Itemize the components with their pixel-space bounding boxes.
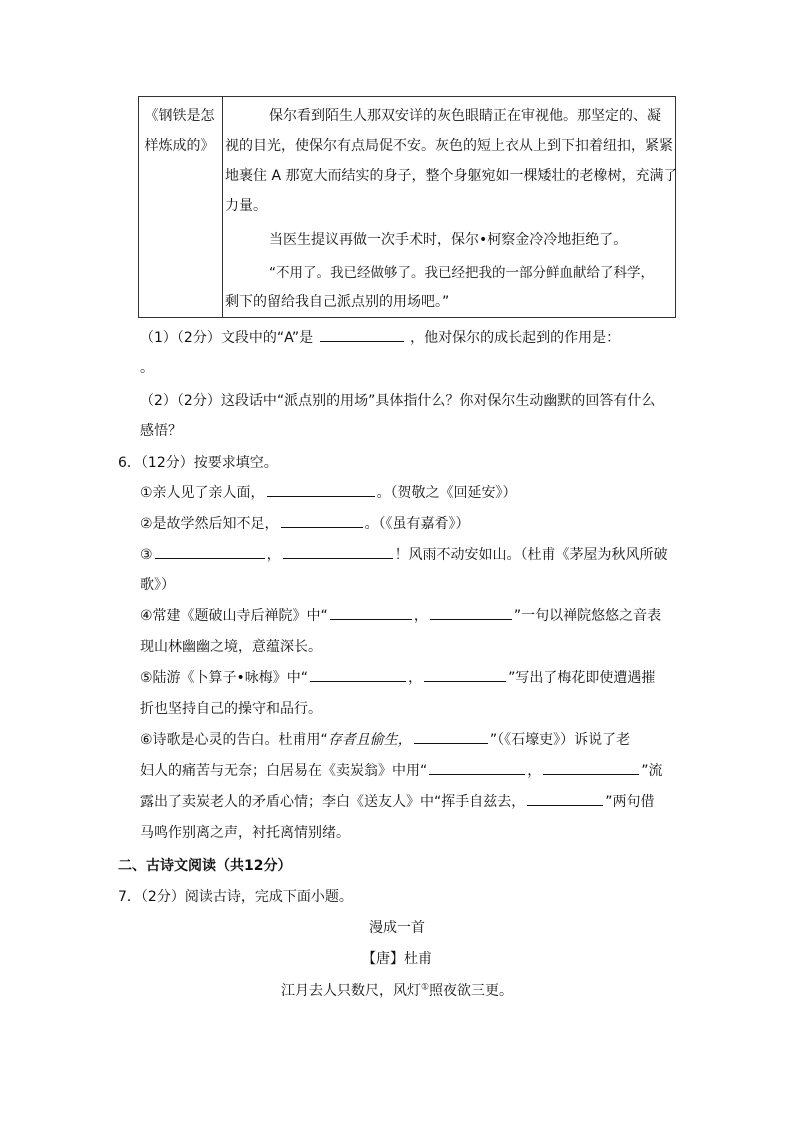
excerpt-p1-line4: 力量。 [225,198,267,214]
q6-item6-blank4[interactable] [527,791,603,806]
excerpt-p1-line3: 地裹住 A 那宽大而结实的身子，整个身躯宛如一棵矮壮的老橡树，充满了 [225,168,678,184]
q6-item6-text2: ”（《石壕吏》）诉说了老 [489,732,631,748]
book-title-cell [139,97,223,318]
book-title-line1: 《钢铁是怎 [144,107,215,124]
q5-1-tail: 。 [140,360,154,376]
q6-item4-text2: ”一句以禅院悠悠之音表 [513,608,662,624]
q6-item3-num: ③ [140,547,153,563]
q6-item6-text5: 露出了卖炭老人的矛盾心情；李白《送友人》中“挥手自兹去， [140,794,526,810]
q6-item2-blank[interactable] [281,513,363,528]
q6-item5 [140,667,655,687]
excerpt-p1-line2: 视的目光，使保尔有点局促不安。灰色的短上衣从上到下扣着纽扣，紧紧 [225,138,673,154]
q6-item6-blank2[interactable] [429,760,525,775]
q6-item6-blank3[interactable] [543,760,639,775]
book-title-line2: 样炼成的》 [144,137,215,154]
poem-line1-b: 照夜欲三更。 [429,983,514,999]
poem-line1-a: 江月去人只数尺，风灯 [280,983,421,999]
q6-item6-line1 [140,729,630,749]
excerpt-table [138,96,676,318]
q7-heading: 7．（2分）阅读古诗，完成下面小题。 [118,889,353,905]
q6-item1 [140,482,517,502]
q6-item3-cont: 歌》） [140,577,175,593]
q6-item6-text: ⑥诗歌是心灵的告白。杜甫用“ [140,732,328,748]
q6-item4-blank1[interactable] [330,605,412,620]
q6-item4-comma: ， [413,608,428,624]
q6-item5-text: ⑤陆游《卜算子•咏梅》中“ [140,670,309,686]
q5-1-blank[interactable] [320,327,404,342]
q6-item4 [140,605,661,625]
q6-item6-line4: 马鸣作别离之声，衬托离情别绪。 [140,825,350,841]
q6-item6-line3 [140,791,655,811]
poem-title: 漫成一首 [369,920,425,936]
poem-line1 [0,980,794,1000]
q5-2-line1: （2）（2分）这段话中“派点别的用场”具体指什么？你对保尔生动幽默的回答有什么 [140,393,656,409]
q6-item6-line2 [140,760,663,780]
q6-item3-comma: ， [266,547,281,563]
q6-item6-comma: ， [527,763,542,779]
q5-1-suffix: ，他对保尔的成长起到的作用是： [410,330,621,346]
q6-item2-source: 。（《虽有嘉肴》） [364,516,470,532]
q5-1-prefix: （1）（2分）文段中的“A”是 [140,330,314,346]
excerpt-p3-line2: 剩下的留给我自己派点别的用场吧。” [225,294,450,310]
q6-item5-blank2[interactable] [424,667,506,682]
q6-item2 [140,513,470,533]
q6-item6-quote: 存者且偷生， [327,732,412,748]
q6-item4-text: ④常建《题破山寺后禅院》中“ [140,608,328,624]
q6-item6-text3: 妇人的痛苦与无奈；白居易在《卖炭翁》中用“ [140,763,428,779]
q6-item5-cont: 折也坚持自己的操守和品行。 [140,701,322,717]
q6-item1-source: 。（贺敬之《回延安》） [376,485,517,501]
q6-item1-blank[interactable] [267,482,375,497]
q6-item6-text4: ”流 [641,763,663,779]
q6-item3-blank2[interactable] [283,544,393,559]
q6-item5-comma: ， [408,670,423,686]
q6-item5-text2: ”写出了梅花即使遭遇摧 [508,670,656,686]
q5-2-line2: 感悟？ [140,423,182,439]
q6-heading: 6．（12分）按要求填空。 [118,455,278,471]
q6-item6-blank1[interactable] [414,729,488,744]
q6-item3-text: ！风雨不动安如山。（杜甫《茅屋为秋风所破 [394,547,668,563]
q6-item1-text: ①亲人见了亲人面， [140,485,265,501]
q6-item4-cont: 现山林幽幽之境，意蕴深长。 [140,639,322,655]
q6-item6-text6: ”两句借 [605,794,655,810]
excerpt-p1-line1: 保尔看到陌生人那双安详的灰色眼睛正在审视他。那坚定的、凝 [269,108,661,124]
excerpt-p2: 当医生提议再做一次手术时，保尔•柯察金冷冷地拒绝了。 [269,232,628,248]
q6-item2-text: ②是故学然后知不足， [140,516,279,532]
q6-item3 [140,544,668,564]
q5-1-line [140,327,620,347]
poem-author: 【唐】杜甫 [362,951,432,967]
q6-item4-blank2[interactable] [430,605,512,620]
excerpt-text-cell [223,97,676,318]
excerpt-p3-line1: “不用了。我已经做够了。我已经把我的一部分鲜血献给了科学， [269,265,654,281]
section2-heading: 二、古诗文阅读（共12分） [118,858,292,874]
poem-footnote-marker: ① [420,982,430,993]
q6-item5-blank1[interactable] [310,667,406,682]
q6-item3-blank1[interactable] [155,544,265,559]
